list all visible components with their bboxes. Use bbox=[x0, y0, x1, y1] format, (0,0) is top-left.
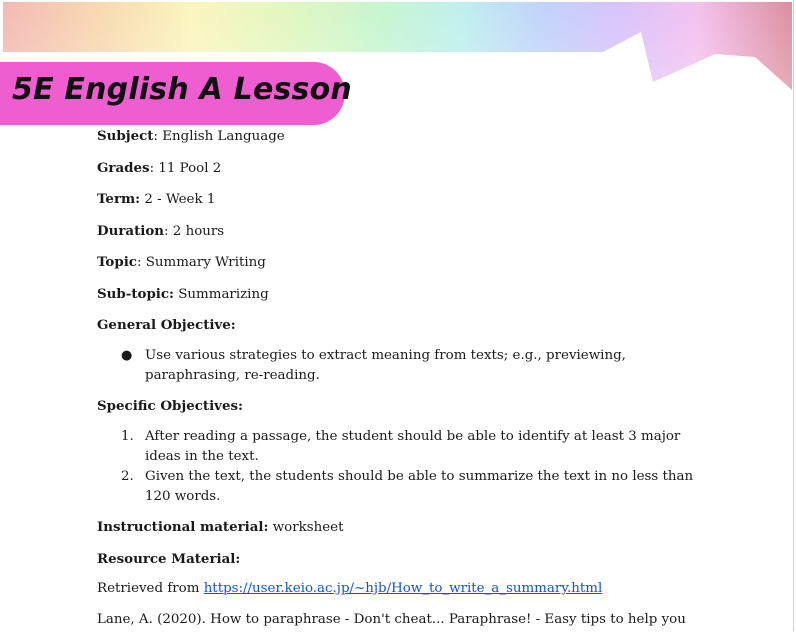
list-item bbox=[97, 467, 707, 507]
subtopic-value: Summarizing bbox=[174, 286, 269, 302]
specific-objective-text: After reading a passage, the student should be able to identify at least 3 major ideas in the text. bbox=[145, 428, 681, 464]
subject-line bbox=[97, 126, 707, 147]
list-number: 1. bbox=[121, 428, 134, 444]
term-line bbox=[97, 189, 707, 210]
page-edge bbox=[793, 0, 794, 631]
lesson-title: 5E English A Lesson bbox=[12, 72, 352, 107]
instructional-material-value: worksheet bbox=[268, 520, 344, 535]
citation-line: Lane, A. (2020). How to paraphrase - Don't cheat... Paraphrase! - Easy tips to help you bbox=[97, 611, 686, 627]
topic-line bbox=[97, 252, 707, 273]
specific-objectives-list bbox=[97, 427, 707, 507]
retrieved-prefix: Retrieved from bbox=[97, 581, 204, 596]
resource-material-heading: Resource Material: bbox=[97, 550, 241, 567]
resource-link[interactable]: https://user.keio.ac.jp/~hjb/How_to_write_a_summary.html bbox=[203, 581, 603, 596]
retrieved-line bbox=[97, 579, 707, 599]
topic-value: : Summary Writing bbox=[136, 255, 266, 270]
duration-value: : 2 hours bbox=[164, 223, 225, 239]
general-objective-text: Use various strategies to extract meaning from texts; e.g., previewing, paraphrasing, re-reading. bbox=[145, 347, 626, 383]
list-number: 2. bbox=[121, 468, 134, 484]
subtopic-label: Sub-topic: bbox=[97, 285, 174, 302]
term-label: Term: bbox=[97, 191, 141, 207]
duration-line bbox=[97, 221, 707, 242]
list-item bbox=[97, 346, 707, 386]
specific-objective-text: Given the text, the students should be able to summarize the text in no less than 120 words. bbox=[145, 468, 694, 504]
topic-label: Topic bbox=[97, 254, 137, 270]
duration-label: Duration bbox=[97, 222, 165, 239]
subtopic-line bbox=[97, 284, 707, 305]
general-objective-list bbox=[97, 346, 707, 386]
instructional-material-line bbox=[97, 517, 707, 538]
specific-objectives-heading: Specific Objectives: bbox=[97, 398, 243, 414]
grades-line bbox=[97, 158, 707, 179]
grades-label: Grades bbox=[97, 159, 150, 176]
bullet-icon: ● bbox=[121, 347, 133, 363]
list-item bbox=[97, 427, 707, 467]
subject-value: : English Language bbox=[153, 129, 285, 144]
lesson-content bbox=[97, 126, 707, 640]
term-value: 2 - Week 1 bbox=[140, 192, 216, 207]
grades-value: : 11 Pool 2 bbox=[149, 160, 222, 176]
general-objective-heading: General Objective: bbox=[97, 317, 236, 333]
instructional-material-label: Instructional material: bbox=[97, 519, 269, 535]
subject-label: Subject bbox=[97, 128, 154, 144]
